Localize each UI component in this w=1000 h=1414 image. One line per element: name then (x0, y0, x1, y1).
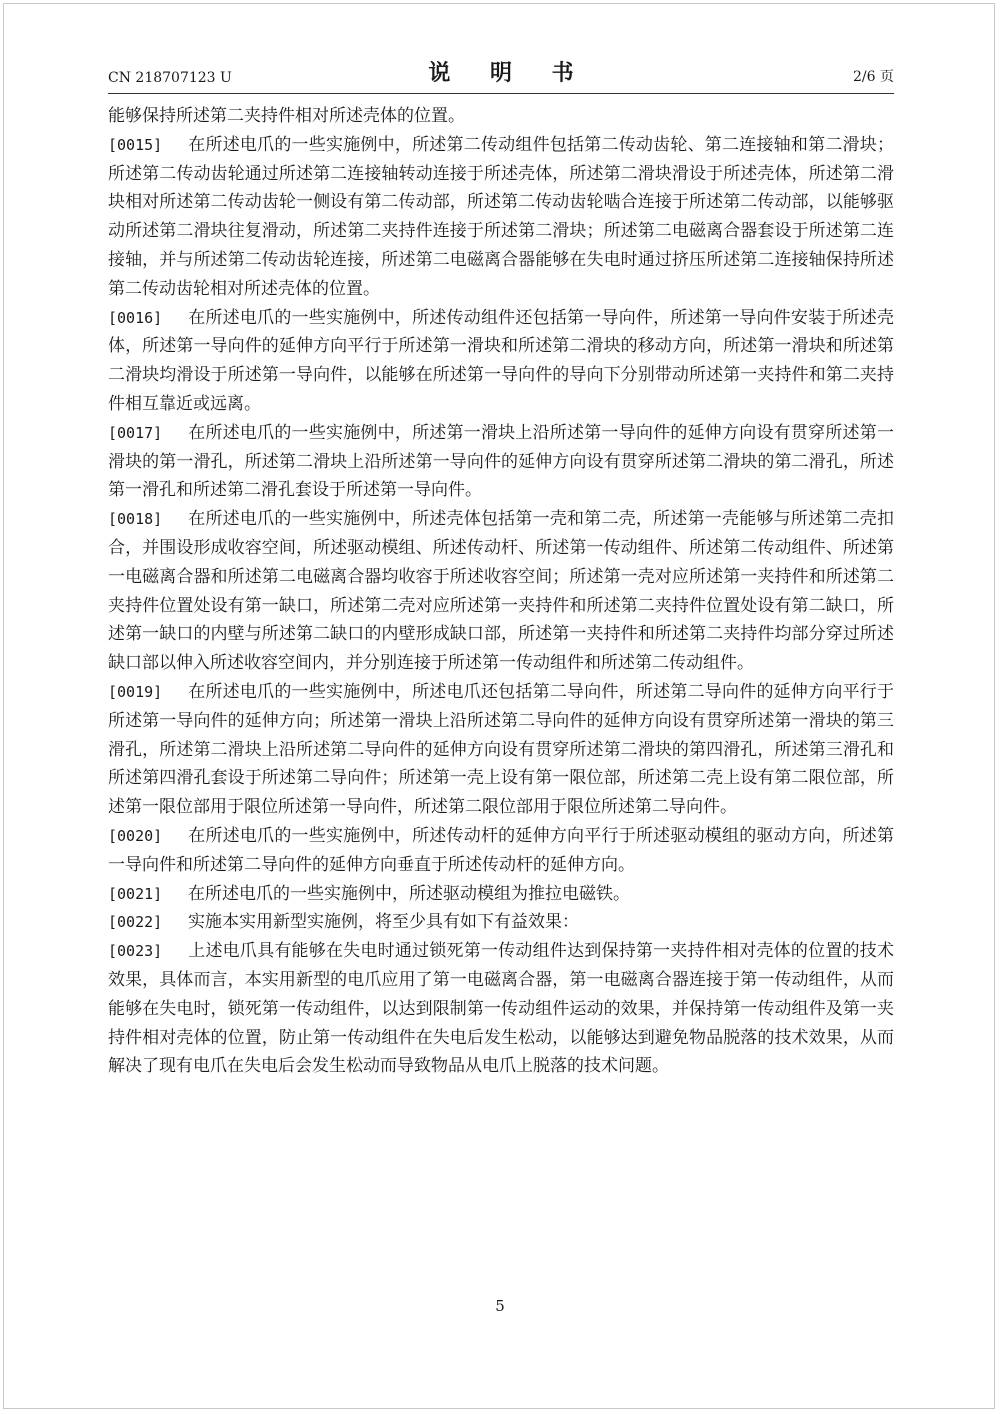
paragraph-text: 在所述电爪的一些实施例中，所述驱动模组为推拉电磁铁。 (188, 883, 630, 904)
header-rule (108, 93, 894, 94)
paragraph (108, 505, 894, 678)
paragraph (108, 304, 894, 419)
paragraph-number: [0019] (108, 682, 163, 701)
paragraph-number: [0021] (108, 884, 163, 903)
paragraph-number: [0017] (108, 423, 163, 442)
page-header (108, 54, 894, 94)
document-title: 说 明 书 (428, 61, 590, 86)
paragraph-text: 在所述电爪的一些实施例中，所述传动杆的延伸方向平行于所述驱动模组的驱动方向，所述第一导向件和所述第二导向件的延伸方向垂直于所述传动杆的延伸方向。 (108, 825, 894, 875)
paragraph (108, 131, 894, 304)
paragraph-text: 在所述电爪的一些实施例中，所述传动组件还包括第一导向件，所述第一导向件安装于所述壳体，所述第一导向件的延伸方向平行于所述第一滑块和所述第二滑块的移动方向，所述第一滑块和所述第二滑块均滑设于所述第一导向件，以能够在所述第一导向件的导向下分别带动所述第一夹持件和第二夹持件相互靠近或远离。 (108, 307, 894, 414)
page-indicator: 2/6 页 (853, 69, 894, 85)
paragraph-number: [0022] (108, 913, 163, 932)
paragraph-text: 上述电爪具有能够在失电时通过锁死第一传动组件达到保持第一夹持件相对壳体的位置的技术效果，具体而言，本实用新型的电爪应用了第一电磁离合器，第一电磁离合器连接于第一传动组件，从而能够在失电时，锁死第一传动组件，以达到限制第一传动组件运动的效果，并保持第一传动组件及第一夹持件相对壳体的位置，防止第一传动组件在失电后发生松动，以能够达到避免物品脱落的技术效果，从而解决了现有电爪在失电后会发生松动而导致物品从电爪上脱落的技术问题。 (108, 941, 894, 1077)
paragraph-number: [0015] (108, 135, 163, 154)
page-number: 5 (495, 1297, 505, 1315)
paragraph (108, 822, 894, 880)
paragraph (108, 419, 894, 505)
paragraph-number: [0023] (108, 942, 163, 961)
paragraph-text: 能够保持所述第二夹持件相对所述壳体的位置。 (108, 106, 465, 126)
paragraph (108, 880, 894, 909)
paragraph (108, 937, 894, 1081)
paragraph-text: 在所述电爪的一些实施例中，所述第二传动组件包括第二传动齿轮、第二连接轴和第二滑块；所述第二传动齿轮通过所述第二连接轴转动连接于所述壳体，所述第二滑块滑设于所述壳体，所述第二滑块相对所述第二传动齿轮一侧设有第二传动部，所述第二传动齿轮啮合连接于所述第二传动部，以能够驱动所述第二滑块往复滑动，所述第二夹持件连接于所述第二滑块；所述第二电磁离合器套设于所述第二连接轴，并与所述第二传动齿轮连接，所述第二电磁离合器能够在失电时通过挤压所述第二连接轴保持所述第二传动齿轮相对所述壳体的位置。 (108, 134, 894, 299)
paragraph (108, 102, 894, 131)
paragraph-text: 实施本实用新型实施例，将至少具有如下有益效果： (188, 912, 579, 933)
paragraph-text: 在所述电爪的一些实施例中，所述电爪还包括第二导向件，所述第二导向件的延伸方向平行于所述第一导向件的延伸方向；所述第一滑块上沿所述第二导向件的延伸方向设有贯穿所述第一滑块的第三滑孔，所述第二滑块上沿所述第二导向件的延伸方向设有贯穿所述第二滑块的第四滑孔，所述第三滑孔和所述第四滑孔套设于所述第二导向件；所述第一壳上设有第一限位部，所述第二壳上设有第二限位部，所述第一限位部用于限位所述第一导向件，所述第二限位部用于限位所述第二导向件。 (108, 681, 894, 818)
paragraph-text: 在所述电爪的一些实施例中，所述壳体包括第一壳和第二壳，所述第一壳能够与所述第二壳扣合，并围设形成收容空间，所述驱动模组、所述传动杆、所述第一传动组件、所述第二传动组件、所述第一电磁离合器和所述第二电磁离合器均收容于所述收容空间；所述第一壳对应所述第一夹持件和所述第二夹持件位置处设有第一缺口，所述第二壳对应所述第一夹持件和所述第二夹持件位置处设有第二缺口，所述第一缺口的内壁与所述第二缺口的内壁形成缺口部，所述第一夹持件和所述第二夹持件均部分穿过所述缺口部以伸入所述收容空间内，并分别连接于所述第一传动组件和所述第二传动组件。 (108, 509, 894, 674)
document-body (108, 102, 894, 1081)
paragraph (108, 908, 894, 937)
paragraph-number: [0020] (108, 826, 163, 845)
paragraph (108, 678, 894, 822)
paragraph-number: [0018] (108, 510, 163, 529)
document-number: CN 218707123 U (108, 70, 232, 86)
paragraph-text: 在所述电爪的一些实施例中，所述第一滑块上沿所述第一导向件的延伸方向设有贯穿所述第一滑块的第一滑孔，所述第二滑块上沿所述第一导向件的延伸方向设有贯穿所述第二滑块的第二滑孔，所述第一滑孔和所述第二滑孔套设于所述第一导向件。 (108, 422, 894, 501)
paragraph-number: [0016] (108, 308, 163, 327)
